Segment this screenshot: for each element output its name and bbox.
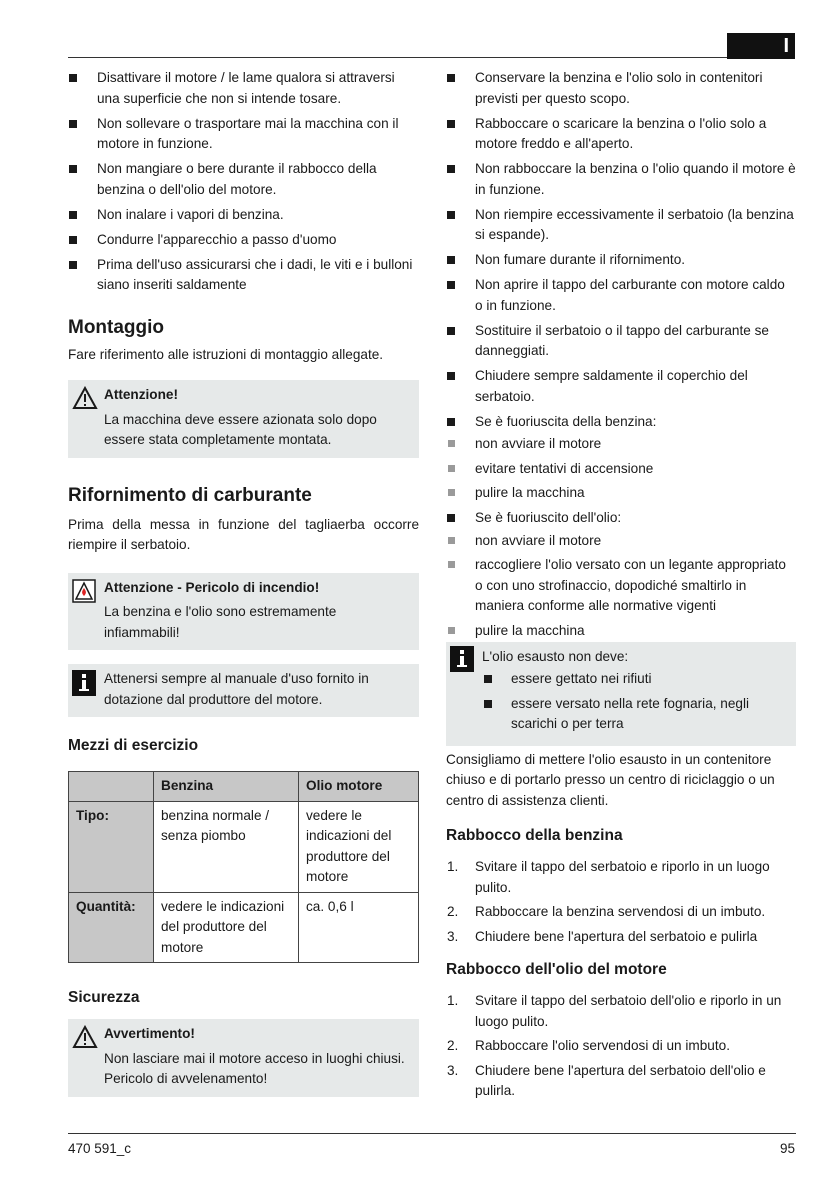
step-text: Rabboccare la benzina servendosi di un imbuto. <box>475 904 766 919</box>
list-item: Disattivare il motore / le lame qualora si attraversi una superficie che non si intende tosare. <box>68 68 419 109</box>
list-item: Sostituire il serbatoio o il tappo del carburante se danneggiati. <box>446 321 796 362</box>
warning-title: Avvertimento! <box>104 1026 195 1041</box>
table-header: Olio motore <box>299 772 419 802</box>
list-item: Rabboccare o scaricare la benzina o l'olio solo a motore freddo e all'aperto. <box>446 114 796 155</box>
benzina-spill-list <box>446 434 796 504</box>
info-title: L'olio esausto non deve: <box>482 648 629 664</box>
header-rule <box>68 57 728 58</box>
list-item: Non inalare i vapori di benzina. <box>68 205 419 226</box>
step-item: 2. Rabboccare la benzina servendosi di un imbuto. <box>447 904 766 919</box>
section-title-sicurezza: Sicurezza <box>68 989 140 1006</box>
sub-list-item: essere gettato nei rifiuti <box>482 669 788 690</box>
info-box-manuale <box>68 664 419 717</box>
rifornimento-text: Prima della messa in funzione del tagliaerba occorre riempire il serbatoio. <box>68 516 419 552</box>
list-item: Non mangiare o bere durante il rabbocco della benzina o dell'olio del motore. <box>68 159 419 200</box>
footer-rule <box>68 1133 796 1134</box>
fire-hazard-icon <box>72 579 96 610</box>
section-title-rifornimento: Rifornimento di carburante <box>68 484 312 506</box>
table-header: Benzina <box>154 772 299 802</box>
table-row <box>69 892 419 963</box>
safety-list-left <box>68 68 419 296</box>
list-item: Non fumare durante il rifornimento. <box>446 250 796 271</box>
step-item: 1. Svitare il tappo del serbatoio dell'olio e riporlo in un luogo pulito. <box>447 993 782 1029</box>
section-title-rabbocco-benzina: Rabbocco della benzina <box>446 827 623 844</box>
list-item: Non rabboccare la benzina o l'olio quando il motore è in funzione. <box>446 159 796 200</box>
fuel-spec-table <box>68 771 419 963</box>
benzina-spill-label: Se è fuoriuscita della benzina: <box>475 413 657 429</box>
info-text: Attenersi sempre al manuale d'uso fornito in dotazione dal produttore del motore. <box>104 671 369 707</box>
sub-list-item: raccogliere l'olio versato con un legante appropriato o con uno strofinaccio, dopodiché smaltirlo in maniera conforme alle normative vigenti <box>446 555 796 617</box>
step-text: Svitare il tappo del serbatoio dell'olio e riporlo in un luogo pulito. <box>475 993 782 1029</box>
steps-rabbocco-benzina <box>446 857 796 947</box>
warning-title: Attenzione! <box>104 387 179 402</box>
warning-text: La macchina deve essere azionata solo dopo essere stata completamente montata. <box>104 411 377 447</box>
row-label: Tipo: <box>69 801 154 892</box>
warning-triangle-icon <box>72 386 98 417</box>
sub-list-item: pulire la macchina <box>446 621 796 642</box>
list-item <box>446 508 796 641</box>
list-item: Conservare la benzina e l'olio solo in contenitori previsti per questo scopo. <box>446 68 796 109</box>
row-label: Quantità: <box>69 892 154 963</box>
table-cell: vedere le indicazioni del produttore del motore <box>154 892 299 963</box>
table-cell: benzina normale / senza piombo <box>154 801 299 892</box>
step-text: Chiudere bene l'apertura del serbatoio e pulirla <box>475 928 758 944</box>
step-text: Rabboccare l'olio servendosi di un imbuto. <box>475 1038 730 1053</box>
table-header-row <box>69 772 419 802</box>
info-list <box>482 669 788 735</box>
step-item: 3. Chiudere bene l'apertura del serbatoio e pulirla <box>447 928 758 944</box>
table-cell: vedere le indicazioni del produttore del motore <box>299 801 419 892</box>
left-column <box>68 68 419 1097</box>
table-row <box>69 801 419 892</box>
step-item: 2. Rabboccare l'olio servendosi di un imbuto. <box>447 1038 730 1053</box>
montaggio-text: Fare riferimento alle istruzioni di montaggio allegate. <box>68 346 384 362</box>
step-item: 1. Svitare il tappo del serbatoio e riporlo in un luogo pulito. <box>447 859 770 895</box>
warning-triangle-icon <box>72 1025 98 1056</box>
table-header-empty <box>69 772 154 802</box>
list-item: Prima dell'uso assicurarsi che i dadi, le viti e i bulloni siano inseriti saldamente <box>68 255 419 296</box>
info-box-olio-esausto <box>446 642 796 746</box>
language-tab: I <box>727 33 795 59</box>
right-column <box>446 68 796 1106</box>
warning-box-montaggio <box>68 380 419 458</box>
sub-list-item: non avviare il motore <box>446 531 796 552</box>
page-number: 95 <box>779 1141 795 1156</box>
sub-list-item: essere versato nella rete fognaria, negli scarichi o per terra <box>482 694 788 735</box>
list-item <box>446 412 796 504</box>
olio-spill-label: Se è fuoriuscito dell'olio: <box>475 510 622 525</box>
fire-warning-title: Attenzione - Pericolo di incendio! <box>104 579 320 595</box>
list-item: Non aprire il tappo del carburante con motore caldo o in funzione. <box>446 275 796 316</box>
sub-list-item: non avviare il motore <box>446 434 796 455</box>
fire-warning-text: La benzina e l'olio sono estremamente infiammabili! <box>104 604 337 640</box>
document-id: 470 591_c <box>68 1141 132 1156</box>
list-item: Non riempire eccessivamente il serbatoio (la benzina si espande). <box>446 205 796 246</box>
section-title-rabbocco-olio: Rabbocco dell'olio del motore <box>446 961 667 978</box>
section-title-montaggio: Montaggio <box>68 316 165 338</box>
sub-list-item: evitare tentativi di accensione <box>446 459 796 480</box>
step-text: Chiudere bene l'apertura del serbatoio dell'olio e pulirla. <box>475 1062 766 1098</box>
olio-spill-list <box>446 531 796 642</box>
info-icon <box>450 646 474 679</box>
list-item: Chiudere sempre saldamente il coperchio del serbatoio. <box>446 366 796 407</box>
fire-warning-box <box>68 573 419 651</box>
table-cell: ca. 0,6 l <box>299 892 419 963</box>
sub-list-item: pulire la macchina <box>446 483 796 504</box>
steps-rabbocco-olio <box>446 991 796 1102</box>
list-item: Condurre l'apparecchio a passo d'uomo <box>68 230 419 251</box>
info-icon <box>72 670 96 703</box>
consiglio-text: Consigliamo di mettere l'olio esausto in un contenitore chiuso e di portarlo presso un centro di riciclaggio o un centro di assistenza clienti. <box>446 751 775 808</box>
section-title-mezzi: Mezzi di esercizio <box>68 737 199 754</box>
step-text: Svitare il tappo del serbatoio e riporlo in un luogo pulito. <box>475 859 770 895</box>
warning-text: Non lasciare mai il motore acceso in luoghi chiusi. Pericolo di avvelenamento! <box>104 1050 405 1086</box>
list-item: Non sollevare o trasportare mai la macchina con il motore in funzione. <box>68 114 419 155</box>
step-item: 3. Chiudere bene l'apertura del serbatoio dell'olio e pulirla. <box>447 1062 766 1098</box>
safety-list-right <box>446 68 796 641</box>
warning-box-sicurezza <box>68 1019 419 1097</box>
